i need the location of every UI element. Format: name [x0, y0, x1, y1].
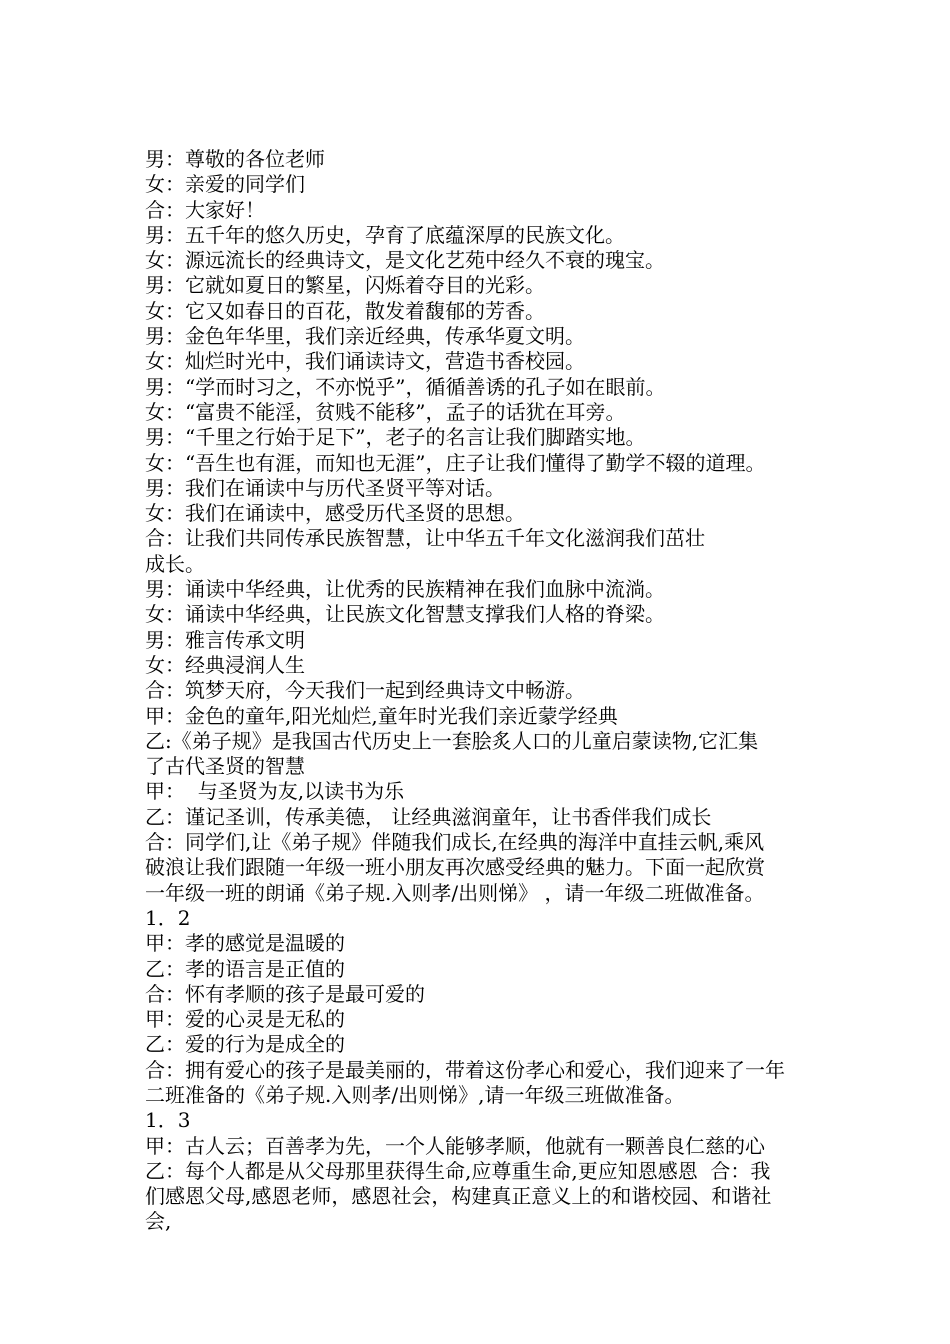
- text-line: 甲： 与圣贤为友,以读书为乐: [145, 779, 405, 804]
- text-line: 合：筑梦天府，今天我们一起到经典诗文中畅游。: [145, 678, 585, 703]
- text-line: 男：尊敬的各位老师: [145, 147, 325, 171]
- text-line: 女：源远流长的经典诗文，是文化艺苑中经久不衰的瑰宝。: [145, 248, 665, 273]
- text-line: 女：经典浸润人生: [145, 652, 305, 677]
- text-line: 女：灿烂时光中，我们诵读诗文，营造书香校园。: [145, 349, 585, 374]
- text-line: 甲：金色的童年,阳光灿烂,童年时光我们亲近蒙学经典: [145, 703, 618, 728]
- text-line: 男：五千年的悠久历史，孕育了底蕴深厚的民族文化。: [145, 222, 625, 247]
- text-line: 男：我们在诵读中与历代圣贤平等对话。: [145, 475, 505, 500]
- text-line: 甲：爱的心灵是无私的: [145, 1007, 345, 1032]
- text-line: 女：它又如春日的百花，散发着馥郁的芳香。: [145, 298, 545, 323]
- text-line: 合：同学们,让《弟子规》伴随我们成长,在经典的海洋中直挂云帆,乘风: [145, 830, 765, 855]
- text-line: 们感恩父母,感恩老师，感恩社会，构建真正意义上的和谐校园、和谐社: [145, 1184, 772, 1209]
- text-line: 甲：孝的感觉是温暖的: [145, 931, 345, 956]
- text-line: 会,: [145, 1209, 172, 1234]
- text-line: 合：让我们共同传承民族智慧，让中华五千年文化滋润我们茁壮: [145, 526, 705, 551]
- document-body: [145, 147, 810, 1235]
- text-line: 成长。: [145, 551, 205, 576]
- text-line: 一年级一班的朗诵《弟子规.入则孝/出则悌》 ，请一年级二班做准备。: [145, 880, 765, 905]
- text-line: 乙:《弟子规》是我国古代历史上一套脍炙人口的儿童启蒙读物,它汇集: [145, 728, 759, 753]
- text-line: 1．2: [145, 905, 191, 930]
- text-line: 男：诵读中华经典，让优秀的民族精神在我们血脉中流淌。: [145, 577, 665, 602]
- text-line: 破浪让我们跟随一年级一班小朋友再次感受经典的魅力。下面一起欣赏: [145, 855, 765, 880]
- text-line: 1．3: [145, 1108, 191, 1133]
- text-line: 二班准备的《弟子规.入则孝/出则悌》,请一年级三班做准备。: [145, 1082, 685, 1107]
- text-line: 女：“富贵不能淫，贫贱不能移”，孟子的话犹在耳旁。: [145, 399, 626, 424]
- text-line: 女：诵读中华经典，让民族文化智慧支撑我们人格的脊梁。: [145, 602, 665, 627]
- text-line: 男：“学而时习之，不亦悦乎”，循循善诱的孔子如在眼前。: [145, 374, 666, 399]
- text-line: 男：“千里之行始于足下”，老子的名言让我们脚踏实地。: [145, 425, 646, 450]
- text-line: 男：金色年华里，我们亲近经典，传承华夏文明。: [145, 324, 585, 349]
- text-line: 女：“吾生也有涯，而知也无涯”，庄子让我们懂得了勤学不辍的道理。: [145, 450, 766, 475]
- text-line: 甲：古人云；百善孝为先，一个人能够孝顺，他就有一颗善良仁慈的心: [145, 1133, 765, 1158]
- text-line: 合：怀有孝顺的孩子是最可爱的: [145, 981, 425, 1006]
- text-line: 了古代圣贤的智慧: [145, 754, 305, 779]
- text-line: 乙：谨记圣训，传承美德， 让经典滋润童年，让书香伴我们成长: [145, 804, 712, 829]
- text-line: 合：拥有爱心的孩子是最美丽的，带着这份孝心和爱心，我们迎来了一年: [145, 1057, 785, 1082]
- text-line: 乙：每个人都是从父母那里获得生命,应尊重生命,更应知恩感恩 合：我: [145, 1158, 771, 1183]
- text-line: 男：雅言传承文明: [145, 627, 305, 652]
- text-line: 乙：孝的语言是正值的: [145, 956, 345, 981]
- text-line: 男：它就如夏日的繁星，闪烁着夺目的光彩。: [145, 273, 545, 298]
- text-line: 合：大家好！: [145, 197, 265, 222]
- text-line: 女：我们在诵读中，感受历代圣贤的思想。: [145, 501, 525, 526]
- text-line: 女：亲爱的同学们: [145, 172, 305, 197]
- text-line: 乙：爱的行为是成全的: [145, 1032, 345, 1057]
